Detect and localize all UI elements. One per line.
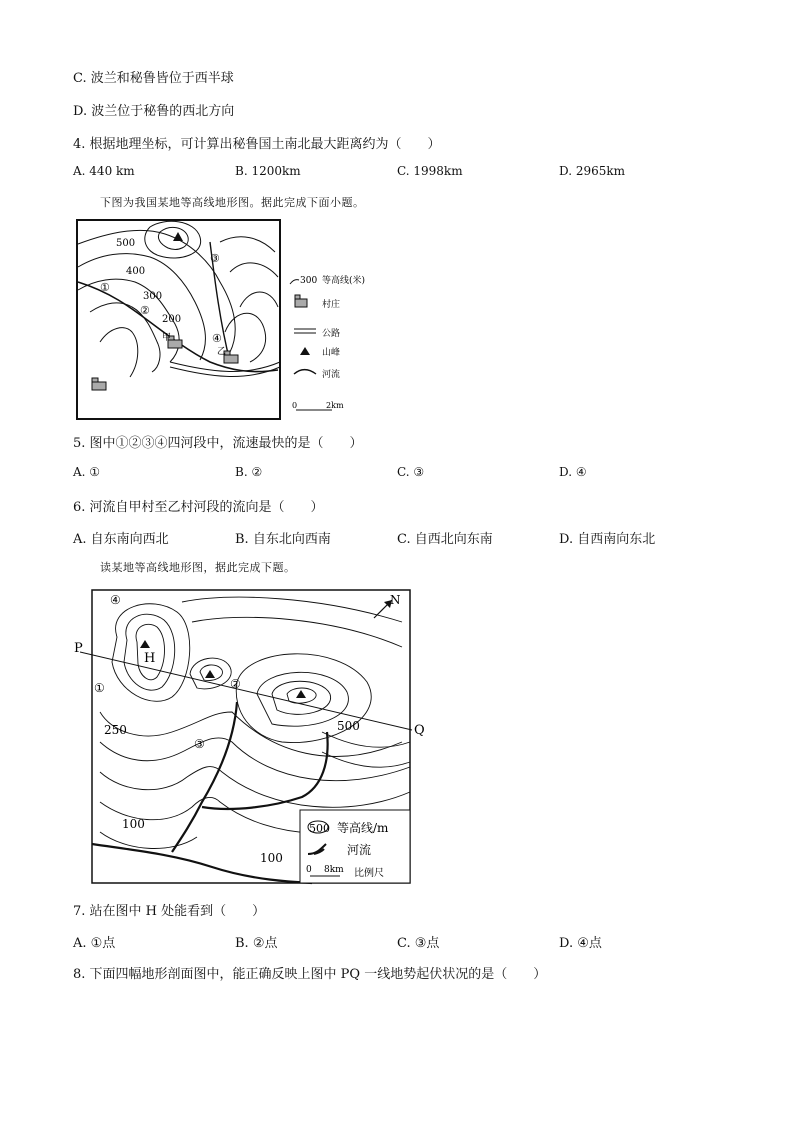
question-7-stem: 7. 站在图中 H 处能看到（ ） <box>73 904 266 919</box>
contour-label-500: 500 <box>337 719 360 733</box>
legend-scale-km: 2km <box>326 401 344 410</box>
q4-option-c: C. 1998km <box>397 164 463 178</box>
point-marker-3: ③ <box>194 737 205 751</box>
contour-map-2 <box>72 582 432 888</box>
legend-scale-zero: 0 <box>292 401 298 410</box>
river-marker: ① <box>100 281 110 294</box>
legend-village: 村庄 <box>322 300 341 310</box>
q5-option-c: C. ③ <box>397 465 425 479</box>
point-marker-2: ② <box>230 677 241 691</box>
village-label: 甲 <box>162 333 172 343</box>
contour-label-250: 250 <box>104 723 127 737</box>
q4-option-d: D. 2965km <box>559 164 626 178</box>
village-icon <box>224 351 238 363</box>
legend-river: 河流 <box>347 843 372 857</box>
legend-contour: 等高线/m <box>337 821 389 835</box>
q6-option-a: A. 自东南向西北 <box>73 532 169 547</box>
legend-scale-km: 8km <box>324 865 344 875</box>
peak-h-label: H <box>144 651 156 666</box>
legend-scale-zero: 0 <box>306 865 312 875</box>
q7-option-d: D. ④点 <box>559 936 602 951</box>
point-marker-1: ① <box>94 681 105 695</box>
contour-line <box>322 732 410 747</box>
contour-line <box>220 237 275 252</box>
point-marker-4: ④ <box>110 593 121 607</box>
contour-label: 200 <box>162 314 182 325</box>
map1-caption: 下图为我国某地等高线地形图。据此完成下面小题。 <box>100 196 365 209</box>
legend-road: 公路 <box>322 329 341 339</box>
map2-caption: 读某地等高线地形图，据此完成下题。 <box>100 561 296 574</box>
q4-option-a: A. 440 km <box>73 164 135 178</box>
north-label: N <box>390 593 401 607</box>
river <box>78 282 278 372</box>
river-marker: ④ <box>212 332 222 345</box>
contour-line <box>257 672 348 726</box>
q5-option-b: B. ② <box>235 465 263 479</box>
peak-icon <box>205 670 215 678</box>
contour-label: 300 <box>143 291 163 302</box>
legend-river-icon <box>294 370 316 375</box>
q7-option-c: C. ③点 <box>397 936 440 951</box>
contour-map-1 <box>70 212 390 424</box>
contour-label-100: 100 <box>260 851 283 865</box>
legend-contour: 等高线(米) <box>322 276 366 286</box>
peak-icon <box>173 232 183 241</box>
contour-line <box>100 738 410 781</box>
village-icon <box>92 378 106 390</box>
peak-icon <box>296 690 306 698</box>
peak-h-icon <box>140 640 150 648</box>
contour-line <box>230 263 278 277</box>
q6-option-b: B. 自东北向西南 <box>235 532 331 547</box>
contour-line <box>158 227 188 249</box>
legend-river: 河流 <box>322 370 341 380</box>
legend-contour-value: 500 <box>309 822 330 835</box>
legend-contour-icon <box>290 280 299 284</box>
point-q-label: Q <box>414 723 425 738</box>
q6-option-d: D. 自西南向东北 <box>559 532 656 547</box>
q7-option-a: A. ①点 <box>73 936 116 951</box>
q5-option-a: A. ① <box>73 465 101 479</box>
contour-line <box>145 221 201 258</box>
legend-peak: 山峰 <box>322 348 341 358</box>
contour-label: 500 <box>116 238 136 249</box>
legend-scale: 比例尺 <box>354 868 384 879</box>
contour-line <box>100 767 410 808</box>
q5-option-d: D. ④ <box>559 465 587 479</box>
village-label: 乙 <box>217 347 227 357</box>
legend-contour-value: 300 <box>300 276 318 286</box>
q7-option-b: B. ②点 <box>235 936 278 951</box>
river-marker: ③ <box>210 252 220 265</box>
river-marker: ② <box>140 304 150 317</box>
question-6-stem: 6. 河流自甲村至乙村河段的流向是（ ） <box>73 500 324 515</box>
q6-option-c: C. 自西北向东南 <box>397 532 493 547</box>
q4-option-b: B. 1200km <box>235 164 301 178</box>
legend-peak-icon <box>300 347 310 355</box>
point-p-label: P <box>74 641 83 656</box>
prev-option-d: D. 波兰位于秘鲁的西北方向 <box>73 104 235 119</box>
question-4-stem: 4. 根据地理坐标，可计算出秘鲁国土南北最大距离约为（ ） <box>73 137 441 152</box>
contour-line <box>240 292 278 307</box>
contour-line <box>100 328 138 377</box>
river <box>172 702 237 852</box>
contour-label-100: 100 <box>122 817 145 831</box>
prev-option-c: C. 波兰和秘鲁皆位于西半球 <box>73 71 234 86</box>
contour-line <box>192 617 402 647</box>
contour-line <box>322 752 410 767</box>
question-5-stem: 5. 图中①②③④四河段中，流速最快的是（ ） <box>73 436 363 451</box>
contour-label: 400 <box>126 266 146 277</box>
question-8-stem: 8. 下面四幅地形剖面图中，能正确反映上图中 PQ 一线地势起伏状况的是（ ） <box>73 967 547 982</box>
legend-village-icon <box>295 295 307 307</box>
